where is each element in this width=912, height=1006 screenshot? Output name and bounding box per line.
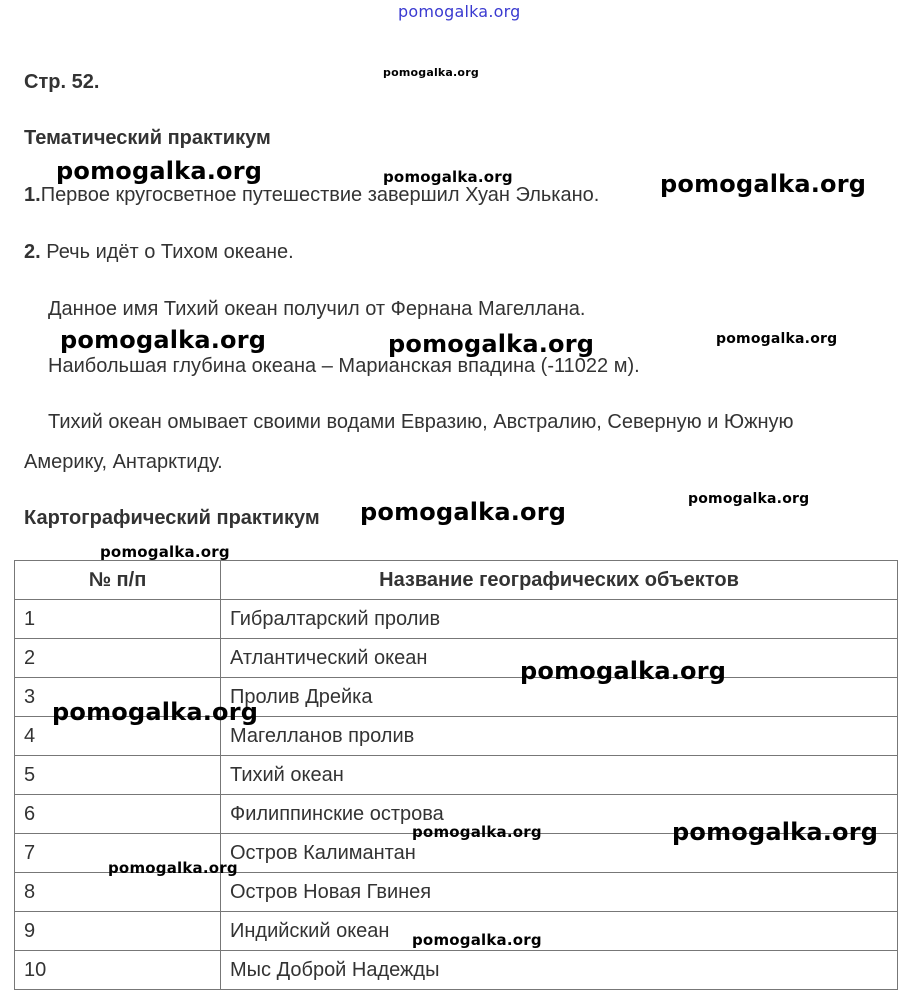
item-1-number: 1. [24,184,41,206]
row-number: 9 [15,912,221,951]
watermark: pomogalka.org [383,168,513,186]
watermark: pomogalka.org [398,2,521,21]
item-1 [24,184,599,207]
watermark: pomogalka.org [688,491,810,507]
row-object-name: Индийский океан [221,912,898,951]
row-object-name: Гибралтарский пролив [221,600,898,639]
table-header-row [15,561,898,600]
item-1-text: Первое кругосветное путешествие завершил Хуан Элькано. [40,184,600,206]
paragraph-name-origin: Данное имя Тихий океан получил от Фернана Магеллана. [48,298,586,320]
row-object-name: Филиппинские острова [221,795,898,834]
row-object-name: Остров Калимантан [221,834,898,873]
item-2-text: Речь идёт о Тихом океане. [46,241,294,263]
table-row [15,600,898,639]
paragraph-max-depth: Наибольшая глубина океана – Марианская впадина (-11022 м). [48,355,640,377]
thematic-heading: Тематический практикум [24,127,271,149]
watermark: pomogalka.org [108,859,238,877]
column-header-number: № п/п [15,561,221,600]
watermark: pomogalka.org [56,157,263,185]
watermark: pomogalka.org [383,66,479,79]
row-number: 6 [15,795,221,834]
row-number: 4 [15,717,221,756]
row-object-name: Тихий океан [221,756,898,795]
item-2-number: 2. [24,241,41,263]
table-row [15,639,898,678]
column-header-name: Название географических объектов [221,561,898,600]
watermark: pomogalka.org [672,818,879,846]
geographic-objects-table [14,560,898,990]
row-number: 8 [15,873,221,912]
watermark: pomogalka.org [660,170,867,198]
row-object-name: Атлантический океан [221,639,898,678]
row-number: 5 [15,756,221,795]
watermark: pomogalka.org [360,498,567,526]
row-object-name: Мыс Доброй Надежды [221,951,898,990]
row-number: 1 [15,600,221,639]
row-number: 3 [15,678,221,717]
watermark: pomogalka.org [412,823,542,841]
page-label: Стр. 52. [24,71,100,93]
row-object-name: Пролив Дрейка [221,678,898,717]
watermark: pomogalka.org [60,326,267,354]
row-number: 7 [15,834,221,873]
table-row [15,873,898,912]
paragraph-continents-line-2: Америку, Антарктиду. [24,451,223,473]
watermark: pomogalka.org [52,698,259,726]
row-number: 10 [15,951,221,990]
watermark: pomogalka.org [388,330,595,358]
table-row [15,756,898,795]
row-number: 2 [15,639,221,678]
watermark: pomogalka.org [100,543,230,561]
cartographic-heading: Картографический практикум [24,507,320,529]
item-2 [24,241,294,264]
watermark: pomogalka.org [412,931,542,949]
table-row [15,951,898,990]
watermark: pomogalka.org [520,657,727,685]
row-object-name: Магелланов пролив [221,717,898,756]
watermark: pomogalka.org [716,331,838,347]
paragraph-continents-line-1: Тихий океан омывает своими водами Евразию, Австралию, Северную и Южную [48,411,794,433]
row-object-name: Остров Новая Гвинея [221,873,898,912]
